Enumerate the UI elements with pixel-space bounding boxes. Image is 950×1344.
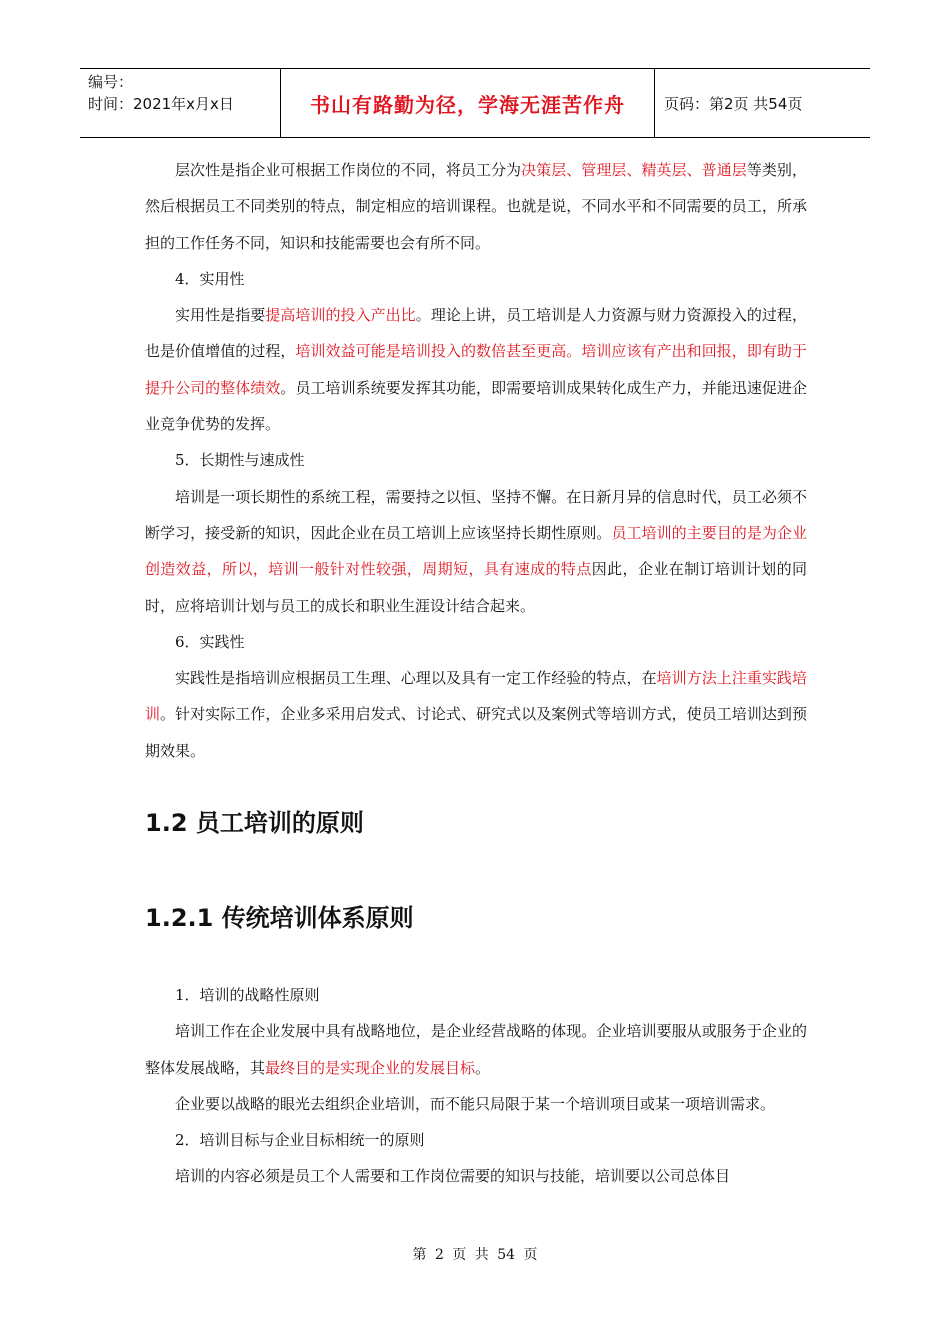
paragraph-practice [145, 660, 807, 769]
paragraph-strategic-2: 企业要以战略的眼光去组织企业培训，而不能只局限于某一个培训项目或某一项培训需求。 [175, 1094, 776, 1113]
text-span: 实践性是指培训应根据员工生理、心理以及具有一定工作经验的特点，在 [175, 669, 657, 688]
highlight-text: 提高培训的投入产出比 [265, 306, 416, 325]
paragraph-long-term [145, 479, 807, 624]
header-meta [80, 69, 280, 137]
list-item-heading: 1．培训的战略性原则 [175, 986, 320, 1004]
paragraph-strategic [145, 1013, 807, 1086]
text-span: 培训是一项长期性的系统工程，需要持之以恒、坚持不懈。在日新月异的信息时代，员工必须不断学习，接受新的知识，因此企业在员工培训上应该坚持长期性原则。 [145, 487, 807, 542]
list-item-heading: 6．实践性 [175, 632, 245, 651]
text-span: 。针对实际工作，企业多采用启发式、讨论式、研究式以及案例式等培训方式，使员工培训达到预期效果。 [145, 705, 807, 760]
text-span: 培训工作在企业发展中具有战略地位，是企业经营战略的体现。企业培训要服从或服务于企业的整体发展战略，其 [145, 1022, 807, 1077]
text-span: 层次性是指企业可根据工作岗位的不同，将员工分为 [175, 161, 522, 179]
list-item-heading: 2．培训目标与企业目标相统一的原则 [175, 1131, 425, 1150]
text-span: 。 [475, 1058, 491, 1077]
paragraph-practicality [145, 297, 807, 442]
highlight-text: 培训效益可能是培训投入的数倍甚至更高。培训应该有产出和回报，即有助于提升公司的整体绩效 [145, 342, 807, 397]
highlight-text: 培训方法上注重实践培训 [145, 669, 807, 724]
section-heading: 1.2 员工培训的原则 [145, 809, 364, 837]
text-span: 。员工培训系统要发挥其功能，即需要培训成果转化成生产力，并能迅速促进企业竞争优势的发挥。 [145, 378, 807, 434]
text-span: 因此，企业在制订培训计划的同时，应将培训计划与员工的成长和职业生涯设计结合起来。 [145, 560, 807, 615]
header-motto: 书山有路勤为径，学海无涯苦作舟 [280, 69, 655, 137]
subsection-heading: 1.2.1 传统培训体系原则 [145, 904, 414, 932]
highlight-text: 员工培训的主要目的是为企业创造效益，所以，培训一般针对性较强，周期短，具有速成的特点 [145, 523, 807, 579]
body-section-2 [145, 977, 807, 1195]
header-page-info: 页码：第2页 共54页 [664, 94, 803, 113]
highlight-text: 最终目的是实现企业的发展目标 [265, 1058, 476, 1077]
list-item-heading: 5．长期性与速成性 [175, 451, 305, 470]
document-number-label: 编号： [88, 73, 134, 91]
body-section-1 [145, 152, 807, 769]
paragraph-hierarchy [145, 152, 807, 261]
paragraph-goals: 培训的内容必须是员工个人需要和工作岗位需要的知识与技能，培训要以公司总体目 [175, 1167, 731, 1186]
text-span: 实用性是指要 [175, 306, 266, 325]
highlight-text: 决策层、管理层、精英层、普通层 [521, 161, 747, 179]
page-footer: 第 2 页 共 54 页 [412, 1247, 538, 1263]
text-span: 。理论上讲，员工培训是人力资源与财力资源投入的过程，也是价值增值的过程， [145, 306, 807, 361]
document-time-label: 时间：2021年x月x日 [88, 95, 234, 113]
list-item-heading: 4．实用性 [175, 269, 245, 288]
text-span: 等类别，然后根据员工不同类别的特点，制定相应的培训课程。也就是说，不同水平和不同需要的员工，所承担的工作任务不同，知识和技能需要也会有所不同。 [145, 161, 807, 252]
page-header [80, 68, 870, 138]
